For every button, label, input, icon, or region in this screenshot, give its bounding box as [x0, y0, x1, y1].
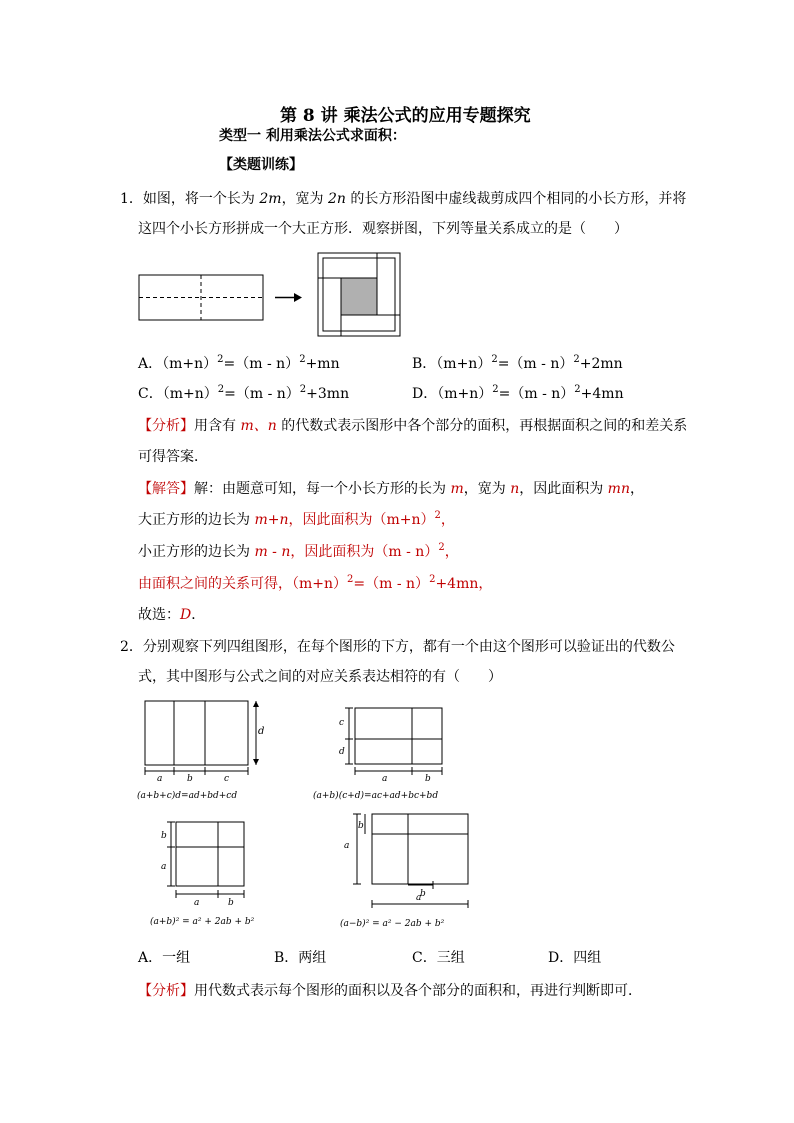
q2-figure-3	[148, 818, 278, 930]
answer-text: ，	[440, 512, 455, 528]
answer-text: ，因此面积为（m - n）	[290, 544, 439, 560]
answer-text: ．	[191, 607, 206, 623]
q2-figure-2	[310, 705, 480, 805]
superscript: 2	[347, 574, 354, 585]
q1-option-a	[138, 356, 340, 374]
answer-var: n	[510, 481, 520, 497]
option-expr: =（m - n）	[223, 356, 300, 372]
label-a: a	[344, 841, 350, 851]
option-expr: （m+n）	[436, 356, 492, 372]
answer-text: 由面积之间的关系可得，（m+n）	[138, 576, 348, 592]
page-title: 第 8 讲 乘法公式的应用专题探究	[280, 106, 531, 126]
analysis-tag: 【分析】	[138, 418, 194, 434]
analysis-text: 的代数式表示图形中各个部分的面积，再根据面积之间的和差关系	[276, 418, 688, 434]
superscript: 2	[434, 510, 441, 521]
analysis-var: m、n	[240, 418, 277, 434]
q1-figure	[130, 248, 420, 340]
figure-rect	[355, 708, 442, 764]
figure-2-caption: (a+b)(c+d)=ac+ad+bc+bd	[313, 791, 439, 801]
option-label: B．	[412, 356, 437, 372]
q1-line1	[120, 191, 686, 207]
figure-4-caption: (a−b)² = a² − 2ab + b²	[340, 919, 445, 929]
figure-rect	[372, 814, 468, 884]
answer-text: 小正方形的边长为	[138, 544, 255, 560]
answer-text: =（m - n）	[353, 576, 430, 592]
q1-option-c	[138, 386, 349, 404]
label-b: b	[228, 898, 234, 908]
label-a: a	[382, 774, 388, 784]
answer-text: ，宽为	[463, 481, 511, 497]
q2-option-a: A．一组	[138, 950, 191, 966]
answer-var: D	[180, 607, 192, 623]
q1-2n: 2n	[328, 191, 346, 207]
q2-option-c: C．三组	[412, 950, 465, 966]
answer-text: 解：由题意可知，每一个小长方形的长为	[194, 481, 451, 497]
analysis-tag: 【分析】	[138, 983, 194, 999]
label-a: a	[161, 862, 167, 872]
option-expr: =（m - n）	[498, 386, 575, 402]
superscript: 2	[429, 574, 436, 585]
answer-text: +4mn，	[435, 576, 493, 592]
label-b: b	[161, 831, 167, 841]
q1-answer-line4	[138, 576, 492, 594]
answer-tag: 【解答】	[138, 481, 194, 497]
q2-figure-1	[137, 698, 287, 806]
superscript: 2	[492, 384, 499, 395]
label-a: a	[157, 774, 163, 784]
q2-line1	[120, 639, 675, 655]
analysis-text: 用代数式表示每个图形的面积以及各个部分的面积和，再进行判断即可．	[194, 983, 642, 999]
label-b: b	[420, 889, 426, 899]
option-expr: +2mn	[579, 356, 623, 372]
superscript: 2	[217, 384, 225, 395]
q2-text: 分别观察下列四组图形，在每个图形的下方，都有一个由这个图形可以验证出的代数公	[142, 639, 675, 655]
q2-option-b: B．两组	[274, 950, 327, 966]
label-a: a	[416, 893, 422, 903]
label-c: c	[224, 774, 230, 784]
superscript: 2	[491, 354, 498, 365]
label-b: b	[187, 774, 193, 784]
option-label: D．	[412, 386, 438, 402]
label-b: b	[358, 821, 364, 831]
superscript: 2	[217, 354, 224, 365]
q1-2m: 2m	[259, 191, 282, 207]
answer-var: m - n	[254, 544, 291, 560]
superscript: 2	[299, 384, 307, 395]
answer-var: mn	[607, 481, 630, 497]
superscript: 2	[299, 354, 306, 365]
label-d: d	[258, 726, 265, 737]
arrow-head-icon	[294, 293, 302, 302]
q2-number: 2．	[120, 639, 143, 655]
option-expr: +4mn	[580, 386, 624, 402]
q1-text: 如图，将一个长为	[142, 191, 260, 207]
q2-line2: 式，其中图形与公式之间的对应关系表达相符的有（ ）	[138, 669, 502, 685]
section-heading: 类型一 利用乘法公式求面积：	[219, 128, 406, 144]
q1-option-b	[412, 356, 623, 374]
label-c: c	[339, 718, 345, 728]
option-expr: +3mn	[306, 386, 350, 402]
answer-text: ，因此面积为	[519, 481, 608, 497]
label-a: a	[194, 898, 200, 908]
figure-rect	[176, 822, 244, 886]
q1-analysis-line1	[138, 418, 687, 434]
training-heading: 【类题训练】	[219, 157, 303, 173]
q2-figure-4	[336, 808, 476, 932]
superscript: 2	[573, 354, 580, 365]
answer-text: ，	[629, 481, 644, 497]
small-shaded-square	[341, 278, 377, 315]
q2-analysis	[138, 983, 642, 999]
answer-var: m+n	[254, 512, 289, 528]
q2-option-d: D．四组	[548, 950, 602, 966]
option-expr: +mn	[305, 356, 340, 372]
q1-line2: 这四个小长方形拼成一个大正方形．观察拼图，下列等量关系成立的是（ ）	[138, 221, 628, 237]
option-label: C．	[138, 386, 163, 402]
option-expr: =（m - n）	[497, 356, 574, 372]
q1-answer-line3	[138, 544, 459, 562]
option-label: A．	[138, 356, 163, 372]
answer-text: 大正方形的边长为	[138, 512, 255, 528]
q1-number: 1．	[120, 191, 143, 207]
option-expr: =（m - n）	[224, 386, 300, 402]
q1-option-d	[412, 386, 624, 404]
option-expr: （m+n）	[162, 356, 218, 372]
arrow-icon	[253, 759, 259, 765]
superscript: 2	[438, 542, 445, 553]
analysis-text: 用含有	[194, 418, 241, 434]
label-d: d	[339, 747, 345, 757]
q1-answer-line5	[138, 607, 205, 623]
answer-text: ，因此面积为（m+n）	[288, 512, 435, 528]
q1-analysis-line2: 可得答案．	[138, 449, 208, 465]
q1-answer-line1	[138, 481, 644, 497]
figure-1-caption: (a+b+c)d=ad+bd+cd	[137, 791, 238, 801]
q1-answer-line2	[138, 512, 455, 530]
q1-text: ，宽为	[281, 191, 329, 207]
label-b: b	[425, 774, 431, 784]
arrow-icon	[253, 701, 259, 707]
answer-var: m	[450, 481, 464, 497]
option-expr: （m+n）	[162, 386, 218, 402]
answer-text: 故选：	[138, 607, 180, 623]
figure-rect	[145, 701, 248, 765]
answer-text: ，	[444, 544, 459, 560]
q1-text: 的长方形沿图中虚线裁剪成四个相同的小长方形，并将	[345, 191, 687, 207]
superscript: 2	[574, 384, 581, 395]
option-expr: （m+n）	[437, 386, 493, 402]
figure-3-caption: (a+b)² = a² + 2ab + b²	[150, 917, 255, 927]
